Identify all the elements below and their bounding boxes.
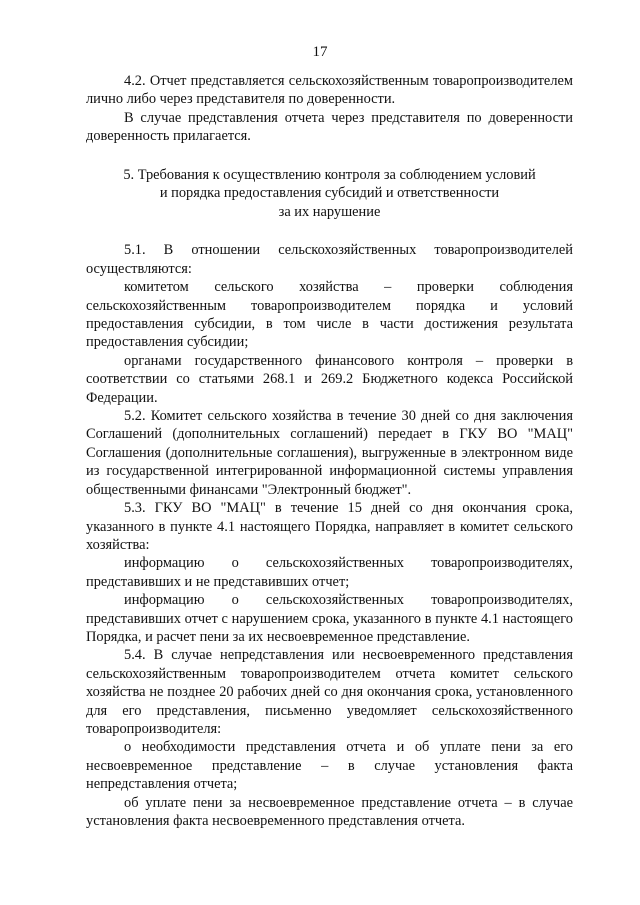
paragraph-4-2: 4.2. Отчет представляется сельскохозяйственным товаропроизводителем лично либо через представителя по доверенности. — [86, 73, 573, 108]
heading-line-2: и порядка предоставления субсидий и ответственности — [159, 185, 500, 202]
paragraph-5-4: 5.4. В случае непредставления или несвоевременного представления сельскохозяйственным товаропроизводителем отчета комитет сельского хозяйства не позднее 20 рабочих дней со дня окончания срока, установленного для его представления, письменно уведомляет сельскохозяйственного товаропроизводителя: — [86, 647, 573, 737]
paragraph-5-4-penalty: об уплате пени за несвоевременное представление отчета – в случае установления факта несвоевременного представления отчета. — [86, 794, 573, 829]
paragraph-5-1: 5.1. В отношении сельскохозяйственных товаропроизводителей осуществляются: — [86, 242, 573, 277]
paragraph-4-2-proxy: В случае представления отчета через представителя по доверенности доверенность прилагается. — [86, 109, 573, 145]
section-5-heading — [86, 166, 573, 222]
paragraph-5-3: 5.3. ГКУ ВО "МАЦ" в течение 15 дней со дня окончания срока, указанного в пункте 4.1 настоящего Порядка, направляет в комитет сельского хозяйства: — [86, 500, 573, 553]
paragraph-5-4-necessity: о необходимости представления отчета и об уплате пени за его несвоевременное представление – в случае установления факта непредставления отчета; — [86, 739, 573, 793]
paragraph-5-3-info-late: информацию о сельскохозяйственных товаропроизводителях, представивших отчет с нарушением срока, указанного в пункте 4.1 настоящего Порядка, и расчет пени за их несвоевременное представление. — [86, 592, 573, 645]
page-number: 17 — [312, 44, 328, 60]
paragraph-5-1-financial-control: органами государственного финансового контроля – проверки в соответствии со статьями 268.1 и 269.2 Бюджетного кодекса Российской Федерации. — [86, 352, 573, 406]
heading-line-1: 5. Требования к осуществлению контроля за соблюдением условий — [123, 166, 536, 183]
paragraph-5-3-info-submitted: информацию о сельскохозяйственных товаропроизводителях, представивших и не представивших отчет; — [86, 555, 573, 590]
document-body — [86, 72, 573, 830]
paragraph-5-1-committee: комитетом сельского хозяйства – проверки соблюдения сельскохозяйственным товаропроизводителем порядка и условий предоставления субсидии, в том числе в части достижения результата предоставления субсидии; — [86, 279, 573, 351]
heading-line-3: за их нарушение — [278, 203, 381, 220]
paragraph-5-2: 5.2. Комитет сельского хозяйства в течение 30 дней со дня заключения Соглашений (дополнительных соглашений) передает в ГКУ ВО "МАЦ" Соглашения (дополнительные соглашения), выгруженные в электронном виде из государственной интегрированной информационной системы управления общественными финансами "Электронный бюджет". — [86, 408, 573, 498]
